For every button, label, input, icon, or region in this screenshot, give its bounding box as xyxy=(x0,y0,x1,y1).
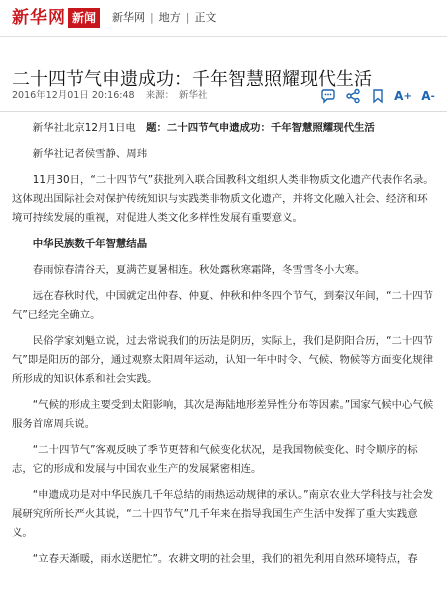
article-paragraph: 民俗学家刘魁立说，过去常说我们的历法是阴历，实际上，我们是阴阳合历，“二十四节气”即是阳历的部分，通过观察太阳周年运动，认知一年中时令、气候、物候等方面变化规律所形成的知识体系和社会实践。 xyxy=(12,335,434,385)
dateline: 新华社北京12月1日电 xyxy=(32,122,147,134)
header-divider xyxy=(0,111,447,112)
article-paragraph: “二十四节气”客观反映了季节更替和气候变化状况，是我国物候变化、时令顺序的标志，它的形成和发展与中国农业生产的发展紧密相连。 xyxy=(12,444,418,475)
breadcrumb-home[interactable]: 新华网 xyxy=(112,11,145,24)
article-title: 二十四节气申遗成功：千年智慧照耀现代生活 xyxy=(12,69,372,91)
breadcrumb-separator: | xyxy=(150,11,154,24)
font-increase-letter: A xyxy=(394,89,404,103)
breadcrumb-separator: | xyxy=(185,11,190,24)
article-reporters: 新华社记者侯雪静、周玮 xyxy=(32,148,148,160)
article-paragraph: 远在春秋时代，中国就定出仲春、仲夏、仲秋和仲冬四个节气，到秦汉年间，“二十四节气”已经完全确立。 xyxy=(12,290,434,321)
article-paragraph: “气候的形成主要受到太阳影响，其次是海陆地形差异性分布等因素。”国家气候中心气候服务首席周兵说。 xyxy=(12,399,434,430)
article-lead xyxy=(12,119,435,138)
article-source: 来源： 新华社 xyxy=(145,90,208,101)
breadcrumb-local[interactable]: 地方 xyxy=(158,11,181,24)
lead-title: 题：二十四节气申遗成功：千年智慧照耀现代生活 xyxy=(146,122,375,134)
article-subheading: 中华民族数千年智慧结晶 xyxy=(32,238,148,250)
article-paragraph: “立春天渐暖，雨水送肥忙”。农耕文明的社会里，我们的祖先利用自然环境特点，春 xyxy=(32,553,418,565)
comment-icon[interactable] xyxy=(319,87,337,105)
font-decrease-icon[interactable] xyxy=(419,87,437,105)
breadcrumb xyxy=(112,8,216,28)
article-paragraph: 11月30日，“二十四节气”获批列入联合国教科文组织人类非物质文化遗产代表作名录。这体现出国际社会对保护传统知识与实践类非物质文化遗产，并将文化融入社会、经济和环境可持续发展的重视，对促进人类文化多样性发展有重要意义。 xyxy=(12,174,434,224)
article-toolbar xyxy=(319,84,437,108)
article-paragraph: 春雨惊春清谷天，夏满芒夏暑相连。秋处露秋寒霜降，冬雪雪冬小大寒。 xyxy=(32,264,366,276)
article-body xyxy=(12,119,435,576)
site-header xyxy=(0,0,447,37)
share-icon[interactable] xyxy=(344,87,362,105)
breadcrumb-current: 正文 xyxy=(194,11,217,24)
bookmark-icon[interactable] xyxy=(369,87,387,105)
font-increase-icon[interactable] xyxy=(394,87,412,105)
logo-news-tag[interactable]: 新闻 xyxy=(68,8,100,28)
font-decrease-sign: - xyxy=(430,90,435,102)
font-decrease-letter: A xyxy=(421,89,431,103)
article-datetime: 2016年12月01日 20:16:48 xyxy=(12,90,135,101)
article-paragraph: “申遗成功是对中华民族几千年总结的雨热运动规律的承认。”南京农业大学科技与社会发展研究所所长严火其说，“二十四节气”几千年来在指导我国生产生活中发挥了重大实践意义。 xyxy=(12,489,434,539)
font-increase-sign: + xyxy=(403,90,412,102)
article-meta xyxy=(12,90,215,102)
site-logo[interactable]: 新华网 xyxy=(12,8,66,28)
